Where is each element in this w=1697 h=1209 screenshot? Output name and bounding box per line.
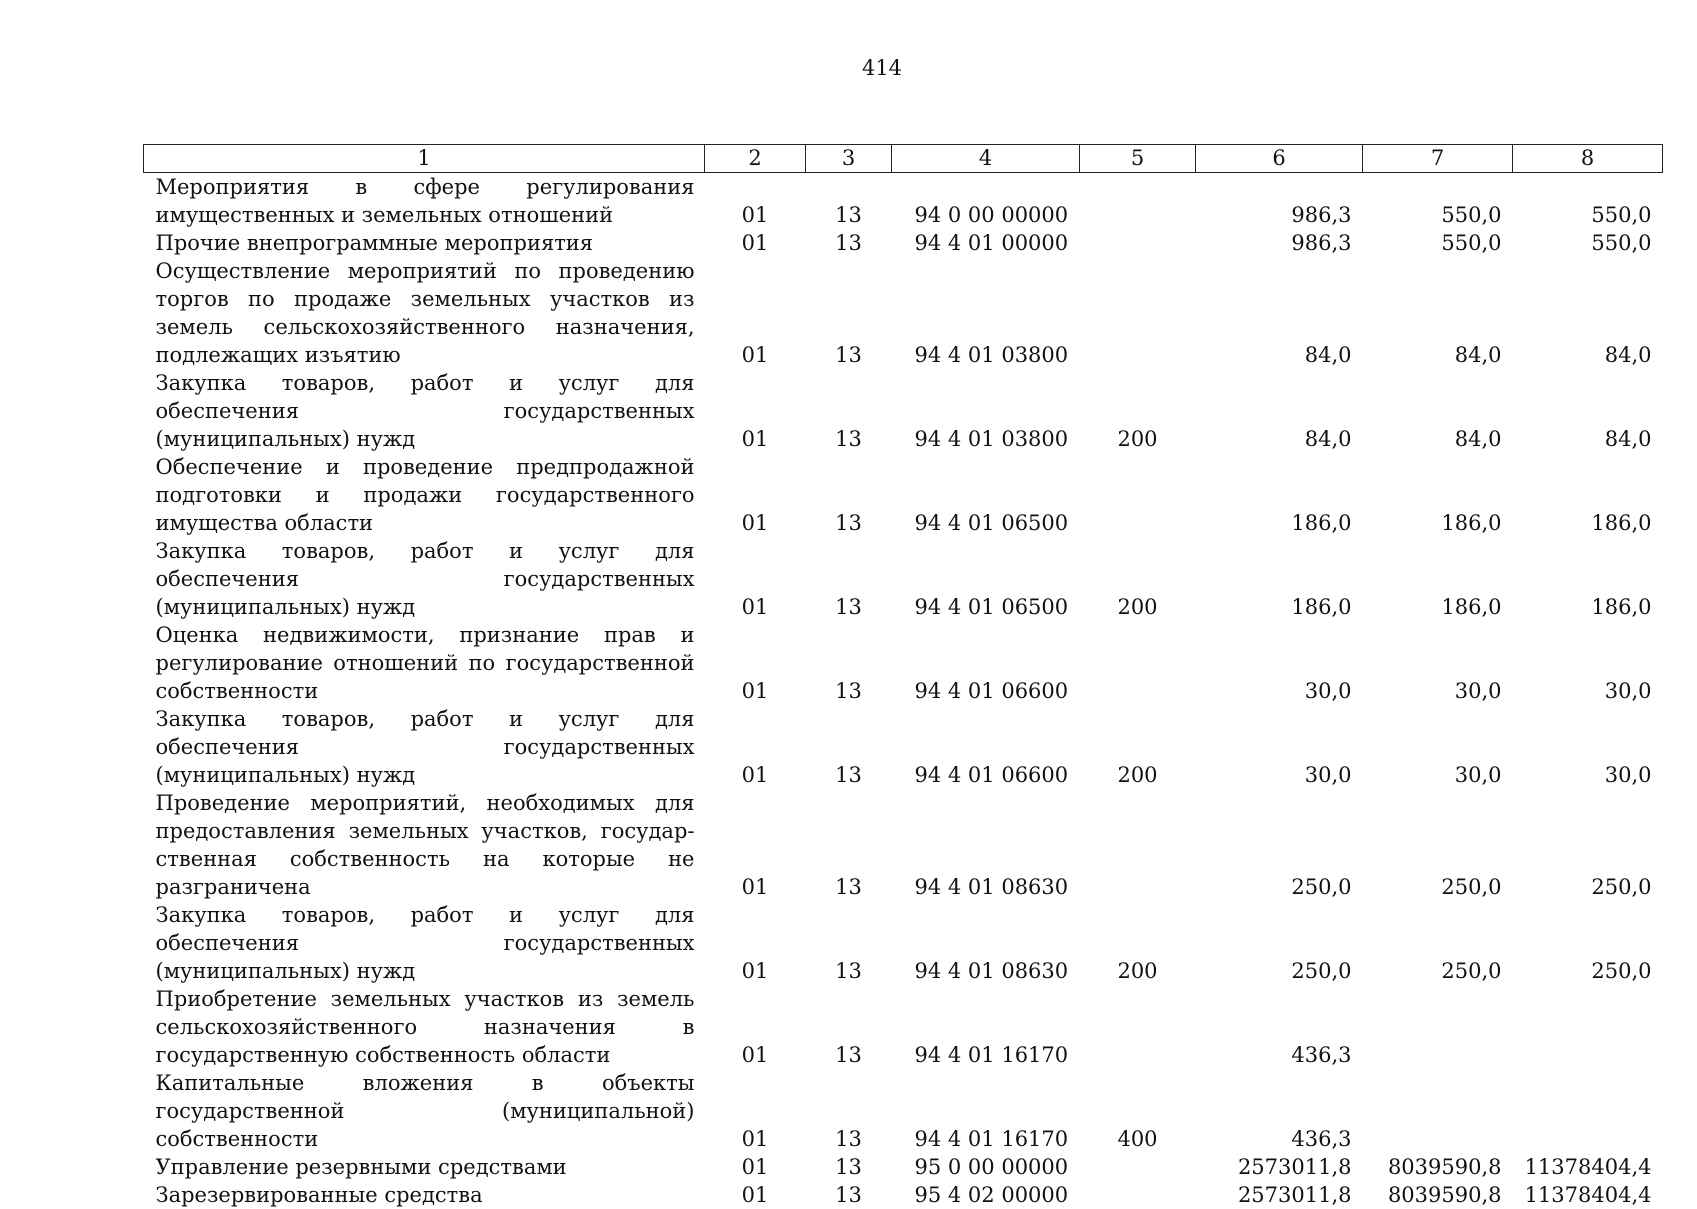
table-row	[144, 173, 1663, 230]
table-body	[144, 173, 1663, 1209]
row-expense-type	[1080, 173, 1196, 230]
row-amount-col6: 30,0	[1196, 621, 1363, 705]
header-col-7: 7	[1363, 145, 1513, 173]
row-expense-type	[1080, 621, 1196, 705]
row-amount-col8: 186,0	[1513, 537, 1663, 621]
row-amount-col6: 2573011,8	[1196, 1181, 1363, 1209]
table-row	[144, 537, 1663, 621]
header-row	[144, 145, 1663, 173]
row-expense-type	[1080, 1181, 1196, 1209]
table-header	[144, 145, 1663, 173]
row-amount-col8: 250,0	[1513, 901, 1663, 985]
row-expense-type	[1080, 789, 1196, 901]
row-subsection: 13	[806, 985, 892, 1069]
row-target-article: 94 4 01 06500	[892, 537, 1080, 621]
row-amount-col8: 550,0	[1513, 229, 1663, 257]
row-amount-col8	[1513, 985, 1663, 1069]
row-amount-col7: 550,0	[1363, 229, 1513, 257]
row-amount-col7: 30,0	[1363, 621, 1513, 705]
row-name: Закупка товаров, работ и услуг для обеспечения государственных (муниципальных) нужд	[144, 537, 705, 621]
header-col-1: 1	[144, 145, 705, 173]
row-name: Капитальные вложения в объекты государственной (муниципальной) собственности	[144, 1069, 705, 1153]
row-amount-col6: 436,3	[1196, 1069, 1363, 1153]
row-name: Обеспечение и проведение предпродажной подготовки и продажи государственного имущества области	[144, 453, 705, 537]
row-section: 01	[705, 453, 806, 537]
row-amount-col7: 84,0	[1363, 369, 1513, 453]
row-amount-col7: 30,0	[1363, 705, 1513, 789]
row-target-article: 94 4 01 03800	[892, 257, 1080, 369]
row-amount-col7: 84,0	[1363, 257, 1513, 369]
row-name: Осуществление мероприятий по проведению торгов по продаже земельных участков из земель сельскохозяйственного назначения, подлежащих изъятию	[144, 257, 705, 369]
page-number: 414	[0, 56, 1697, 80]
row-amount-col6: 186,0	[1196, 537, 1363, 621]
row-amount-col6: 250,0	[1196, 901, 1363, 985]
row-section: 01	[705, 621, 806, 705]
row-subsection: 13	[806, 705, 892, 789]
row-amount-col8: 11378404,4	[1513, 1153, 1663, 1181]
row-subsection: 13	[806, 1181, 892, 1209]
row-subsection: 13	[806, 901, 892, 985]
table-row	[144, 1069, 1663, 1153]
row-section: 01	[705, 537, 806, 621]
row-target-article: 94 4 01 08630	[892, 901, 1080, 985]
row-amount-col8: 30,0	[1513, 621, 1663, 705]
row-section: 01	[705, 1153, 806, 1181]
row-amount-col6: 986,3	[1196, 173, 1363, 230]
table-row	[144, 1181, 1663, 1209]
header-col-8: 8	[1513, 145, 1663, 173]
row-subsection: 13	[806, 369, 892, 453]
row-subsection: 13	[806, 453, 892, 537]
row-amount-col7	[1363, 1069, 1513, 1153]
row-amount-col8: 84,0	[1513, 369, 1663, 453]
row-section: 01	[705, 1069, 806, 1153]
row-amount-col8: 30,0	[1513, 705, 1663, 789]
table-row	[144, 453, 1663, 537]
row-name: Проведение мероприятий, необходимых для предоставления земельных участков, государственная собственность на которые не разграничена	[144, 789, 705, 901]
row-target-article: 94 4 01 06500	[892, 453, 1080, 537]
row-subsection: 13	[806, 621, 892, 705]
row-expense-type	[1080, 985, 1196, 1069]
row-expense-type: 200	[1080, 537, 1196, 621]
row-amount-col6: 186,0	[1196, 453, 1363, 537]
row-subsection: 13	[806, 537, 892, 621]
row-name: Приобретение земельных участков из земель сельскохозяйственного назначения в государственную собственность области	[144, 985, 705, 1069]
row-expense-type	[1080, 229, 1196, 257]
row-section: 01	[705, 173, 806, 230]
row-amount-col7: 186,0	[1363, 537, 1513, 621]
row-subsection: 13	[806, 789, 892, 901]
row-section: 01	[705, 901, 806, 985]
table-row	[144, 1153, 1663, 1181]
row-amount-col6: 84,0	[1196, 369, 1363, 453]
row-section: 01	[705, 369, 806, 453]
row-name: Закупка товаров, работ и услуг для обеспечения государственных (муниципальных) нужд	[144, 369, 705, 453]
row-target-article: 95 4 02 00000	[892, 1181, 1080, 1209]
row-target-article: 94 4 01 16170	[892, 1069, 1080, 1153]
row-subsection: 13	[806, 1153, 892, 1181]
row-section: 01	[705, 789, 806, 901]
table-row	[144, 229, 1663, 257]
row-section: 01	[705, 257, 806, 369]
table-row	[144, 985, 1663, 1069]
row-name: Управление резервными средствами	[144, 1153, 705, 1181]
row-amount-col8: 186,0	[1513, 453, 1663, 537]
table-row	[144, 789, 1663, 901]
row-expense-type: 200	[1080, 705, 1196, 789]
row-section: 01	[705, 985, 806, 1069]
row-amount-col6: 2573011,8	[1196, 1153, 1363, 1181]
table-row	[144, 257, 1663, 369]
row-expense-type: 400	[1080, 1069, 1196, 1153]
row-amount-col6: 436,3	[1196, 985, 1363, 1069]
table-row	[144, 901, 1663, 985]
header-col-3: 3	[806, 145, 892, 173]
row-expense-type	[1080, 1153, 1196, 1181]
row-amount-col6: 250,0	[1196, 789, 1363, 901]
row-name: Мероприятия в сфере регулирования имущественных и земельных отношений	[144, 173, 705, 230]
row-subsection: 13	[806, 229, 892, 257]
row-expense-type	[1080, 453, 1196, 537]
row-target-article: 94 4 01 06600	[892, 705, 1080, 789]
row-subsection: 13	[806, 1069, 892, 1153]
header-col-4: 4	[892, 145, 1080, 173]
row-name: Закупка товаров, работ и услуг для обеспечения государственных (муниципальных) нужд	[144, 901, 705, 985]
table-row	[144, 621, 1663, 705]
row-amount-col7: 8039590,8	[1363, 1153, 1513, 1181]
row-amount-col8: 250,0	[1513, 789, 1663, 901]
row-amount-col6: 30,0	[1196, 705, 1363, 789]
row-target-article: 94 4 01 08630	[892, 789, 1080, 901]
table-row	[144, 369, 1663, 453]
row-section: 01	[705, 1181, 806, 1209]
row-amount-col7: 550,0	[1363, 173, 1513, 230]
row-amount-col7	[1363, 985, 1513, 1069]
header-col-5: 5	[1080, 145, 1196, 173]
row-amount-col8: 11378404,4	[1513, 1181, 1663, 1209]
row-name: Оценка недвижимости, признание прав и регулирование отношений по государственной собственности	[144, 621, 705, 705]
row-name: Прочие внепрограммные мероприятия	[144, 229, 705, 257]
row-target-article: 95 0 00 00000	[892, 1153, 1080, 1181]
row-section: 01	[705, 229, 806, 257]
row-amount-col8: 550,0	[1513, 173, 1663, 230]
row-expense-type	[1080, 257, 1196, 369]
row-subsection: 13	[806, 257, 892, 369]
row-amount-col7: 186,0	[1363, 453, 1513, 537]
row-name: Зарезервированные средства	[144, 1181, 705, 1209]
table-row	[144, 705, 1663, 789]
row-target-article: 94 4 01 00000	[892, 229, 1080, 257]
header-col-2: 2	[705, 145, 806, 173]
row-target-article: 94 4 01 16170	[892, 985, 1080, 1069]
row-target-article: 94 4 01 03800	[892, 369, 1080, 453]
row-name: Закупка товаров, работ и услуг для обеспечения государственных (муниципальных) нужд	[144, 705, 705, 789]
row-amount-col7: 250,0	[1363, 901, 1513, 985]
row-amount-col6: 986,3	[1196, 229, 1363, 257]
row-amount-col6: 84,0	[1196, 257, 1363, 369]
row-amount-col8: 84,0	[1513, 257, 1663, 369]
budget-table	[143, 144, 1663, 1209]
row-expense-type: 200	[1080, 369, 1196, 453]
row-amount-col7: 8039590,8	[1363, 1181, 1513, 1209]
row-amount-col8	[1513, 1069, 1663, 1153]
row-expense-type: 200	[1080, 901, 1196, 985]
row-section: 01	[705, 705, 806, 789]
header-col-6: 6	[1196, 145, 1363, 173]
row-subsection: 13	[806, 173, 892, 230]
row-target-article: 94 0 00 00000	[892, 173, 1080, 230]
row-target-article: 94 4 01 06600	[892, 621, 1080, 705]
row-amount-col7: 250,0	[1363, 789, 1513, 901]
